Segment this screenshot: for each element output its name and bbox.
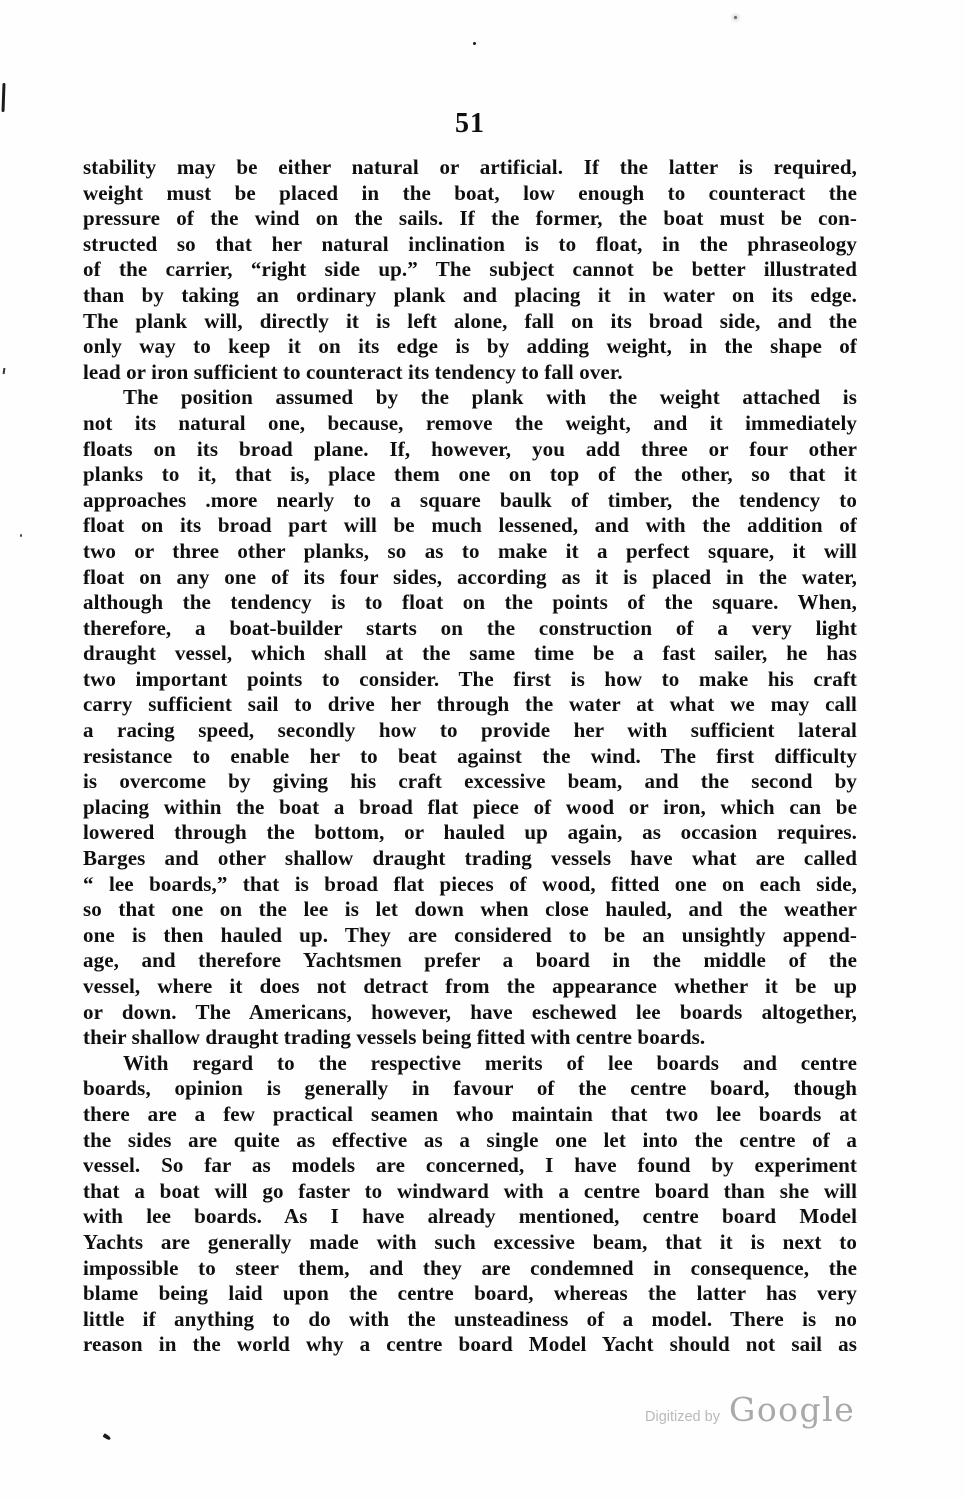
scan-artifact [20, 534, 22, 537]
text-line: two important points to consider. The first is how to make his craft [83, 666, 857, 691]
text-line: float on any one of its four sides, according as it is placed in the water, [83, 564, 857, 589]
page-number: 51 [455, 108, 485, 139]
scan-artifact [3, 368, 6, 374]
text-line: so that one on the lee is let down when close hauled, and the weather [83, 897, 857, 922]
text-line: two or three other planks, so as to make it a perfect square, it will [83, 538, 857, 563]
scan-artifact [1, 83, 5, 112]
google-watermark [645, 1390, 855, 1429]
text-line: float on its broad part will be much lessened, and with the addition of [83, 513, 857, 538]
text-line: the sides are quite as effective as a single one let into the centre of a [83, 1127, 857, 1152]
text-line: boards, opinion is generally in favour of the centre board, though [83, 1076, 857, 1101]
scan-artifact [103, 1433, 112, 1441]
text-line: “ lee boards,” that is broad flat pieces of wood, fitted one on each side, [83, 871, 857, 896]
text-line: vessel, where it does not detract from the appearance whether it be up [83, 974, 857, 998]
text-line: Yachts are generally made with such excessive beam, that it is next to [83, 1229, 857, 1254]
text-line: blame being laid upon the centre board, whereas the latter has very [83, 1281, 857, 1306]
text-line: only way to keep it on its edge is by adding weight, in the shape of [83, 334, 857, 359]
text-line: draught vessel, which shall at the same time be a fast sailer, he has [83, 641, 857, 666]
page-text-block [83, 155, 857, 1358]
text-line: stability may be either natural or artificial. If the latter is required, [83, 155, 857, 179]
text-line: The position assumed by the plank with the weight attached is [123, 385, 857, 410]
text-line: lowered through the bottom, or hauled up again, as occasion requires. [83, 820, 857, 845]
text-line: vessel. So far as models are concerned, I have found by experiment [83, 1153, 857, 1178]
text-line: therefore, a boat-builder starts on the construction of a very light [83, 615, 857, 640]
paragraph [83, 385, 857, 1050]
scan-artifact [734, 16, 737, 19]
text-line: planks to it, that is, place them one on top of the other, so that it [83, 462, 857, 487]
text-line: pressure of the wind on the sails. If the former, the boat must be con- [83, 206, 857, 231]
text-line: carry sufficient sail to drive her through the water at what we may call [83, 692, 857, 717]
text-line: than by taking an ordinary plank and placing it in water on its edge. [83, 282, 857, 307]
text-line: age, and therefore Yachtsmen prefer a board in the middle of the [83, 948, 857, 973]
paragraph [83, 155, 857, 385]
text-line: or down. The Americans, however, have eschewed lee boards altogether, [83, 999, 857, 1024]
text-line: there are a few practical seamen who maintain that two lee boards at [83, 1101, 857, 1126]
text-line: not its natural one, because, remove the weight, and it immediately [83, 410, 857, 435]
text-line: The plank will, directly it is left alone, fall on its broad side, and the [83, 308, 857, 333]
google-logo: Google [728, 1390, 856, 1429]
text-line: that a boat will go faster to windward with a centre board than she will [83, 1178, 857, 1203]
text-line: weight must be placed in the boat, low enough to counteract the [83, 180, 857, 205]
text-line: floats on its broad plane. If, however, you add three or four other [83, 436, 857, 461]
text-line: little if anything to do with the unsteadiness of a model. There is no [83, 1306, 857, 1331]
text-line: Barges and other shallow draught trading vessels have what are called [83, 846, 857, 871]
text-line: lead or iron sufficient to counteract its tendency to fall over. [83, 359, 623, 384]
text-line: of the carrier, “right side up.” The subject cannot be better illustrated [83, 257, 857, 282]
text-line: with lee boards. As I have already mentioned, centre board Model [83, 1204, 857, 1229]
text-line: approaches .more nearly to a square baulk of timber, the tendency to [83, 487, 857, 512]
text-line: reason in the world why a centre board Model Yacht should not sail as [83, 1332, 857, 1357]
text-line: resistance to enable her to beat against the wind. The first difficulty [83, 743, 857, 768]
paragraph [83, 1051, 857, 1358]
text-line: is overcome by giving his craft excessive beam, and the second by [83, 769, 857, 794]
text-line: impossible to steer them, and they are condemned in consequence, the [83, 1255, 857, 1280]
digitized-by-label: Digitized by [645, 1409, 720, 1425]
text-line: structed so that her natural inclination is to float, in the phraseology [83, 231, 857, 256]
text-line: one is then hauled up. They are considered to be an unsightly append- [83, 922, 857, 947]
scan-artifact [473, 42, 476, 45]
text-line: although the tendency is to float on the points of the square. When, [83, 590, 857, 615]
text-line: placing within the boat a broad flat piece of wood or iron, which can be [83, 794, 857, 819]
text-line: a racing speed, secondly how to provide her with sufficient lateral [83, 718, 857, 743]
text-line: With regard to the respective merits of lee boards and centre [123, 1050, 857, 1075]
text-line: their shallow draught trading vessels being fitted with centre boards. [83, 1025, 706, 1050]
